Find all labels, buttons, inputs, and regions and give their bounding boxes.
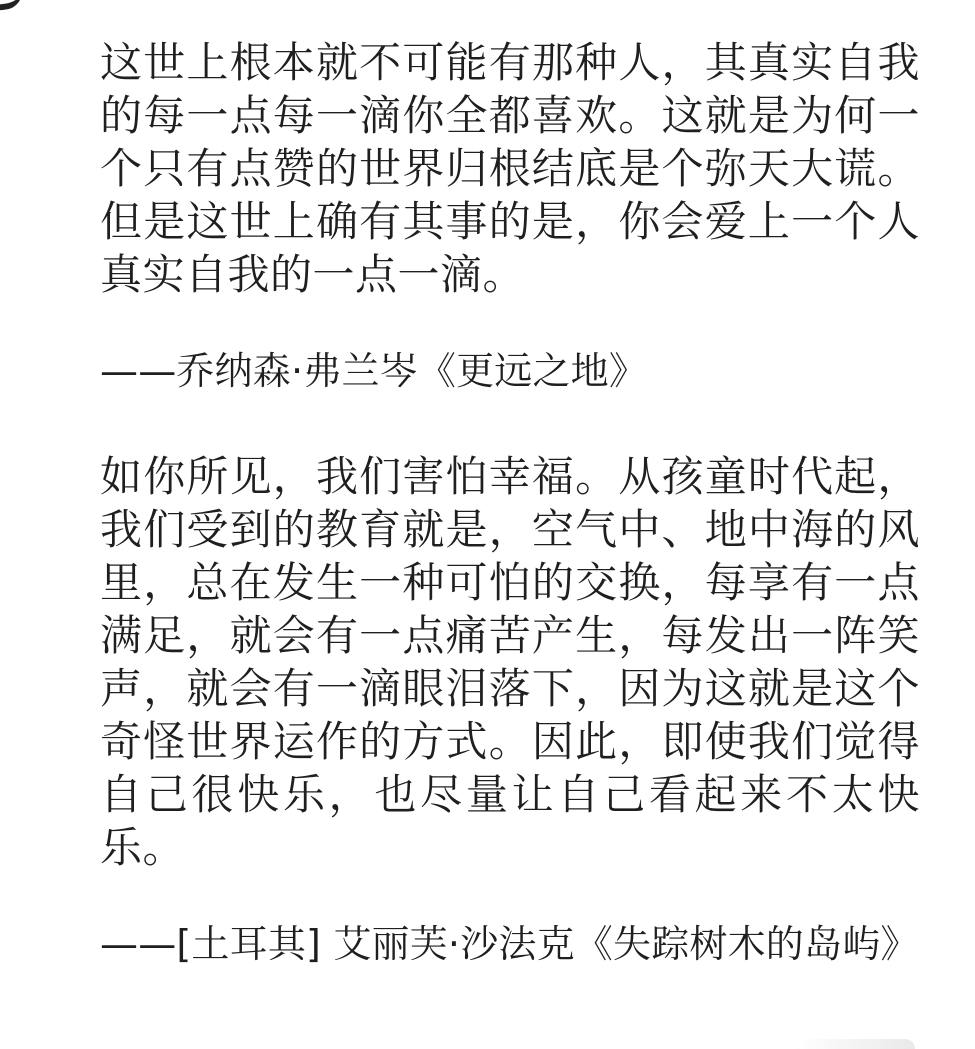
quote-attribution-2: ——[土耳其] 艾丽芙·沙法克《失踪树木的岛屿》	[100, 922, 919, 966]
bottom-edge-shadow	[795, 1039, 915, 1049]
quote-paragraph-1: 这世上根本就不可能有那种人，其真实自我的每一点每一滴你全都喜欢。这就是为何一个只有点赞的世界归根结底是个弥天大谎。但是这世上确有其事的是，你会爱上一个人真实自我的一点一滴。	[100, 38, 920, 299]
article-body	[100, 36, 920, 971]
quote-attribution-1: ——乔纳森·弗兰岑《更远之地》	[100, 349, 648, 393]
quote-paragraph-2: 如你所见，我们害怕幸福。从孩童时代起，我们受到的教育就是，空气中、地中海的风里，总在发生一种可怕的交换，每享有一点满足，就会有一点痛苦产生，每发出一阵笑声，就会有一滴眼泪落下，因为这就是这个奇怪世界运作的方式。因此，即使我们觉得自己很快乐，也尽量让自己看起来不太快乐。	[100, 452, 920, 872]
corner-fragment-glyph	[0, 0, 24, 13]
